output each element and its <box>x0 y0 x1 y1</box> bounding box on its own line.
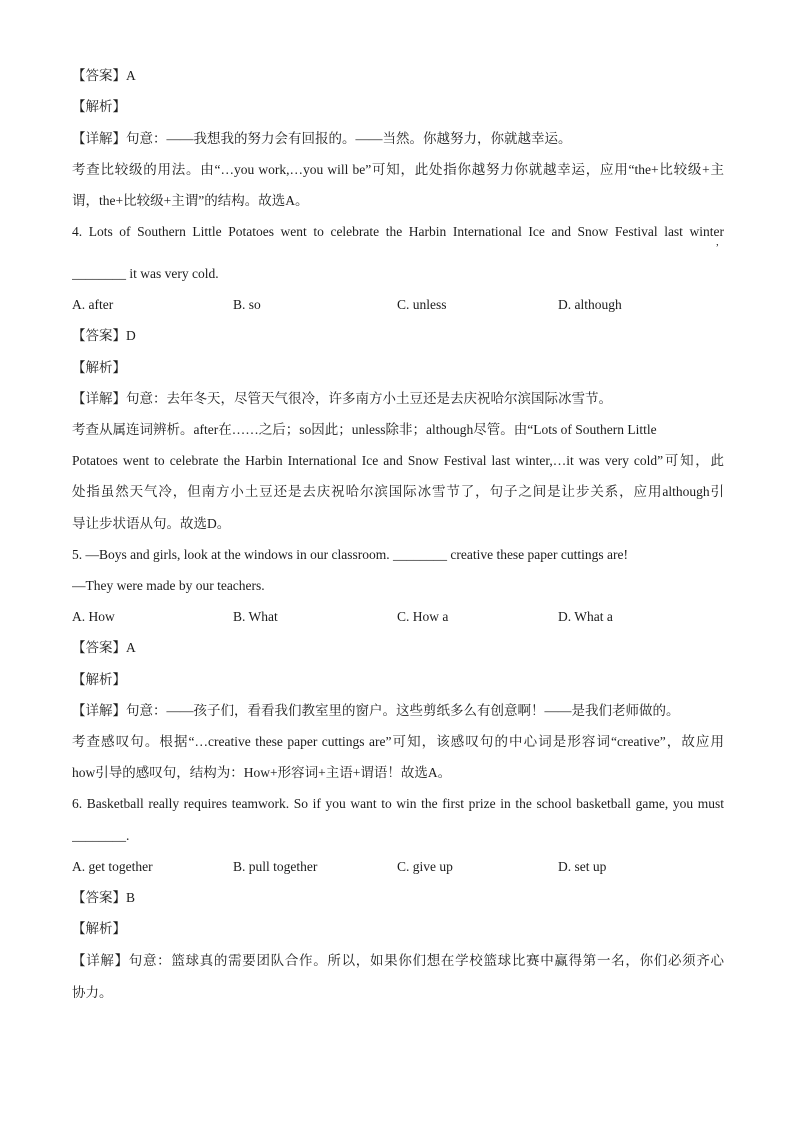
detail-text: 句意：篮球真的需要团队合作。所以，如果你们想在学校篮球比赛中赢得第一名，你们必须齐心 <box>128 953 724 968</box>
options-row <box>72 857 724 877</box>
answer-value: A <box>126 68 136 83</box>
analysis-heading: 【解析】 <box>72 360 126 375</box>
question-stem: ________. <box>72 828 130 843</box>
options-row <box>72 295 724 315</box>
detail-line: 考查感叹句。根据“…creative these paper cuttings are”可知，该感叹句的中心词是形容词“creative”，故应用 <box>72 734 724 749</box>
detail-label: 【详解】 <box>72 703 126 718</box>
question-stem: —They were made by our teachers. <box>72 578 265 593</box>
answer-line <box>72 638 724 658</box>
detail-line: 谓，the+比较级+主谓”的结构。故选A。 <box>72 193 309 208</box>
answer-line <box>72 326 724 346</box>
question-stem: 6. Basketball really requires teamwork. So if you want to win the first prize in the school basketball game, you must <box>72 796 724 811</box>
detail-line <box>72 389 724 409</box>
detail-line <box>72 951 724 971</box>
detail-line: 考查从属连词辨析。after在……之后；so因此；unless除非；although尽管。由“Lots of Southern Little <box>72 422 657 437</box>
analysis-heading: 【解析】 <box>72 672 126 687</box>
analysis-heading: 【解析】 <box>72 99 126 114</box>
answer-line <box>72 888 724 908</box>
options-row <box>72 607 724 627</box>
option-b: B. What <box>233 609 278 624</box>
option-c: C. unless <box>397 297 447 312</box>
answer-line <box>72 66 724 86</box>
detail-line: 协力。 <box>72 985 113 1000</box>
answer-label: 【答案】 <box>72 640 126 655</box>
answer-label: 【答案】 <box>72 328 126 343</box>
option-a: A. How <box>72 609 115 624</box>
detail-line: 考查比较级的用法。由“…you work,…you will be”可知，此处指你越努力你就越幸运，应用“the+比较级+主 <box>72 162 724 177</box>
detail-line <box>72 129 724 149</box>
detail-line: 导让步状语从句。故选D。 <box>72 516 231 531</box>
answer-value: D <box>126 328 136 343</box>
detail-text: 句意：——孩子们，看看我们教室里的窗户。这些剪纸多么有创意啊！——是我们老师做的。 <box>126 703 680 718</box>
detail-line: how引导的感叹句，结构为：How+形容词+主语+谓语！故选A。 <box>72 765 452 780</box>
detail-line: 处指虽然天气冷，但南方小土豆还是去庆祝哈尔滨国际冰雪节了，句子之间是让步关系，应用although引 <box>72 484 724 499</box>
option-b: B. so <box>233 297 261 312</box>
detail-label: 【详解】 <box>72 391 126 406</box>
detail-text: 句意：——我想我的努力会有回报的。——当然。你越努力，你就越幸运。 <box>126 131 572 146</box>
question-stem: ________ it was very cold. <box>72 266 219 281</box>
answer-value: A <box>126 640 136 655</box>
option-b: B. pull together <box>233 859 318 874</box>
answer-value: B <box>126 890 136 905</box>
analysis-heading: 【解析】 <box>72 921 126 936</box>
option-d: D. What a <box>558 609 613 624</box>
option-c: C. give up <box>397 859 453 874</box>
option-d: D. although <box>558 297 622 312</box>
option-d: D. set up <box>558 859 607 874</box>
question-stem: 4. Lots of Southern Little Potatoes went to celebrate the Harbin International Ice and Snow Festival last winter <box>72 224 724 239</box>
answer-label: 【答案】 <box>72 890 126 905</box>
detail-line <box>72 701 724 721</box>
detail-label: 【详解】 <box>72 131 126 146</box>
detail-line: Potatoes went to celebrate the Harbin International Ice and Snow Festival last winter,…it was very cold”可知，此 <box>72 453 724 468</box>
stem-trailing-mark: , <box>716 236 719 248</box>
detail-text: 句意：去年冬天，尽管天气很冷，许多南方小土豆还是去庆祝哈尔滨国际冰雪节。 <box>126 391 612 406</box>
option-c: C. How a <box>397 609 449 624</box>
question-stem: 5. —Boys and girls, look at the windows in our classroom. ________ creative these paper cuttings are! <box>72 547 629 562</box>
detail-label: 【详解】 <box>72 953 129 968</box>
option-a: A. get together <box>72 859 153 874</box>
option-a: A. after <box>72 297 114 312</box>
answer-label: 【答案】 <box>72 68 126 83</box>
